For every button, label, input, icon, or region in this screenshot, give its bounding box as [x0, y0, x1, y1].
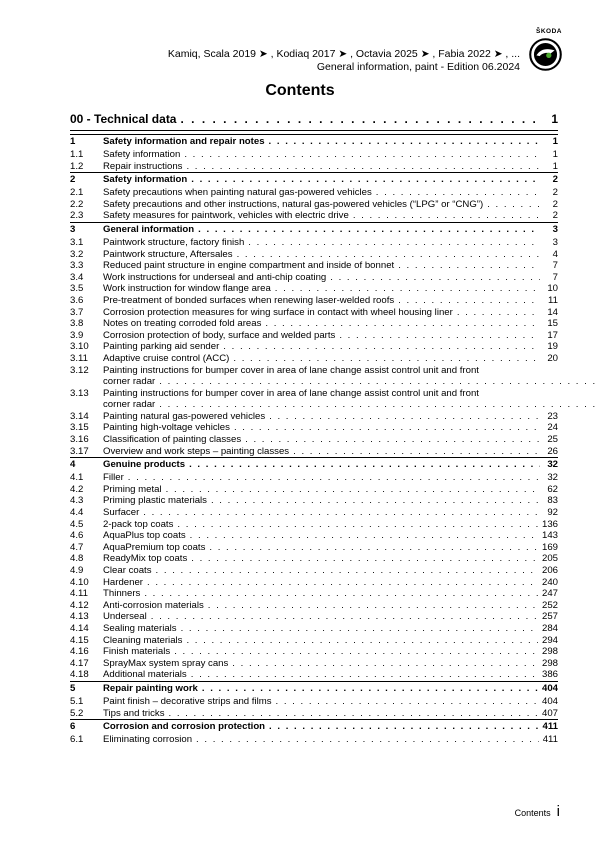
- entry-title: Clear coats: [103, 565, 152, 576]
- entry-title: Pre-treatment of bonded surfaces when renewing laser-welded roofs: [103, 294, 395, 306]
- toc-entry[interactable]: [70, 734, 558, 746]
- entry-number: 1.1: [70, 149, 84, 160]
- toc-entry[interactable]: [70, 553, 558, 565]
- entry-title: Hardener: [103, 576, 143, 588]
- leader-dots: [211, 495, 540, 506]
- leader-dots: [353, 210, 540, 221]
- toc-entry[interactable]: [70, 484, 558, 496]
- entry-number: 2.3: [70, 210, 84, 222]
- toc-entry[interactable]: [70, 307, 558, 319]
- toc-entry[interactable]: [70, 353, 558, 365]
- toc-entry[interactable]: [70, 565, 558, 577]
- entry-page: 169: [541, 541, 558, 553]
- entry-title: Adaptive cruise control (ACC): [103, 352, 230, 364]
- entry-number: 3.10: [70, 341, 89, 353]
- entry-title: AquaPlus top coats: [103, 530, 186, 542]
- entry-number: 3.1: [70, 236, 84, 248]
- leader-dots: [269, 136, 540, 147]
- toc-entry[interactable]: [70, 658, 558, 670]
- entry-title: SprayMax system spray cans: [103, 657, 229, 669]
- toc-entry[interactable]: [70, 260, 558, 272]
- entry-number: 6.1: [70, 734, 84, 746]
- leader-dots: [269, 721, 538, 732]
- toc-entry[interactable]: [70, 588, 558, 600]
- entry-title: Paintwork structure, Aftersales: [103, 248, 233, 260]
- entry-page: 4: [552, 248, 558, 260]
- entry-title: Genuine products: [103, 459, 186, 471]
- entry-page: 2: [552, 198, 558, 210]
- toc-section[interactable]: [70, 134, 558, 149]
- entry-number: 3.9: [70, 329, 84, 341]
- entry-page: 23: [547, 410, 558, 422]
- toc-entry[interactable]: [70, 708, 558, 720]
- leader-dots: [237, 249, 540, 260]
- entry-number: 3.11: [70, 352, 88, 364]
- entry-page: 20: [547, 352, 558, 364]
- entry-title: Work instructions for underseal and anti-chip coating: [103, 271, 327, 283]
- toc-section[interactable]: [70, 457, 558, 472]
- leader-dots: [169, 708, 538, 719]
- toc-entry[interactable]: [70, 519, 558, 531]
- entry-number: 4.11: [70, 588, 88, 600]
- entry-title: Paintwork structure, factory finish: [103, 236, 245, 248]
- toc-entry[interactable]: [70, 635, 558, 647]
- entry-page: 32: [547, 472, 558, 484]
- leader-dots: [198, 224, 540, 235]
- leader-dots: [398, 295, 540, 306]
- leader-dots: [156, 565, 538, 576]
- leader-dots: [177, 519, 538, 530]
- entry-title: Finish materials: [103, 646, 171, 658]
- entry-page: 386: [541, 669, 558, 681]
- entry-page: 7: [552, 260, 558, 272]
- entry-title: General information: [103, 223, 195, 235]
- leader-dots: [190, 530, 538, 541]
- entry-page: 143: [541, 530, 558, 542]
- entry-page: 206: [541, 565, 558, 576]
- entry-number: 4.8: [70, 553, 84, 565]
- leader-dots: [398, 260, 540, 271]
- header-edition: General information, paint - Edition 06.2024: [316, 61, 520, 73]
- entry-number: 4.1: [70, 472, 84, 484]
- leader-dots: [209, 542, 538, 553]
- entry-title: Safety information: [103, 149, 181, 160]
- entry-page: 284: [541, 622, 558, 634]
- entry-page: 136: [541, 518, 558, 530]
- toc-entry[interactable]: [70, 577, 558, 589]
- leader-dots: [269, 411, 540, 422]
- entry-title-line2: corner radar: [103, 399, 156, 411]
- leader-dots: [223, 341, 540, 352]
- entry-number: 3.3: [70, 260, 84, 272]
- leader-dots: [376, 187, 540, 198]
- entry-title: Priming plastic materials: [103, 495, 207, 507]
- entry-page: 2: [552, 187, 558, 199]
- leader-dots: [184, 149, 540, 160]
- entry-number: 2.2: [70, 198, 84, 210]
- entry-number: 3.17: [70, 445, 89, 457]
- toc-entry[interactable]: [70, 187, 558, 199]
- entry-page: 25: [547, 434, 558, 446]
- toc-entry[interactable]: [70, 446, 558, 458]
- brand-wordmark: ŠKODA: [536, 28, 562, 35]
- toc-entry[interactable]: [70, 237, 558, 249]
- entry-page: 17: [547, 329, 558, 341]
- entry-number: 4.3: [70, 495, 84, 507]
- toc-entry[interactable]: [70, 341, 558, 353]
- toc-entry[interactable]: [70, 422, 558, 434]
- entry-page: 1: [552, 160, 558, 172]
- entry-number: 2: [70, 174, 76, 186]
- entry-number: 3.14: [70, 410, 89, 422]
- leader-dots: [191, 669, 538, 680]
- entry-number: 3.6: [70, 294, 84, 306]
- entry-page: 411: [542, 721, 558, 733]
- entry-number: 3.5: [70, 283, 84, 295]
- entry-page: 294: [541, 634, 558, 646]
- entry-title: AquaPremium top coats: [103, 541, 206, 553]
- toc-entry[interactable]: [70, 472, 558, 484]
- entry-page: 7: [552, 271, 558, 283]
- leader-dots: [275, 283, 540, 294]
- entry-number: 5.2: [70, 707, 84, 719]
- chapter-page: 1: [551, 112, 558, 126]
- entry-page: 407: [541, 707, 558, 719]
- toc-entry[interactable]: [70, 542, 558, 554]
- entry-page: 62: [547, 483, 558, 495]
- entry-page: 404: [541, 682, 558, 694]
- toc-entry[interactable]: [70, 318, 558, 330]
- leader-dots: [180, 112, 540, 126]
- entry-number: 4.6: [70, 530, 84, 542]
- entry-page: 404: [541, 695, 558, 707]
- entry-number: 4.10: [70, 576, 89, 588]
- entry-number: 1.2: [70, 160, 84, 172]
- entry-title: Paint finish – decorative strips and films: [103, 695, 272, 707]
- toc-entry[interactable]: [70, 161, 558, 173]
- leader-dots: [151, 611, 538, 622]
- entry-page: 14: [547, 306, 558, 318]
- toc-entry[interactable]: [70, 210, 558, 222]
- leader-dots: [186, 161, 540, 172]
- entry-number: 5.1: [70, 695, 84, 707]
- toc-section[interactable]: [70, 172, 558, 187]
- skoda-logo-icon: [529, 38, 562, 71]
- entry-title: Notes on treating corroded fold areas: [103, 318, 262, 330]
- entry-title: Safety measures for paintwork, vehicles with electric drive: [103, 210, 349, 222]
- entry-page: 1: [552, 149, 558, 160]
- entry-number: 3.4: [70, 271, 84, 283]
- entry-number: 4.16: [70, 646, 89, 658]
- leader-dots: [143, 507, 540, 518]
- entry-number: 2.1: [70, 187, 84, 199]
- entry-number: 4.9: [70, 565, 84, 576]
- entry-title: Eliminating corrosion: [103, 734, 193, 746]
- entry-number: 3.15: [70, 422, 89, 434]
- entry-title: Safety precautions when painting natural gas-powered vehicles: [103, 187, 372, 199]
- toc-entry[interactable]: [70, 149, 558, 161]
- entry-page: 411: [542, 734, 558, 746]
- entry-page: 10: [547, 283, 558, 295]
- leader-dots: [166, 484, 540, 495]
- toc-entry[interactable]: [70, 611, 558, 623]
- footer-label: Contents: [514, 808, 551, 818]
- leader-dots: [265, 318, 540, 329]
- leader-dots: [181, 623, 538, 634]
- entry-title: 2-pack top coats: [103, 518, 174, 530]
- entry-number: 4.2: [70, 483, 84, 495]
- page-header: [0, 0, 600, 80]
- entry-page: 1: [552, 136, 558, 147]
- entry-page: 19: [547, 341, 558, 353]
- entry-title: Classification of painting classes: [103, 434, 242, 446]
- entry-title: Sealing materials: [103, 622, 177, 634]
- toc-entry[interactable]: [70, 249, 558, 261]
- entry-title: Painting parking aid sender: [103, 341, 220, 353]
- entry-number: 4.17: [70, 657, 89, 669]
- toc-entry[interactable]: [70, 365, 558, 388]
- leader-dots: [196, 734, 539, 745]
- leader-dots: [330, 272, 540, 283]
- entry-page: 240: [541, 576, 558, 588]
- entry-page: 247: [541, 588, 558, 600]
- entry-number: 3: [70, 223, 76, 235]
- entry-title: Priming metal: [103, 483, 162, 495]
- leader-dots: [233, 353, 540, 364]
- footer-page-number: i: [556, 803, 560, 820]
- entry-page: 298: [541, 657, 558, 669]
- entry-number: 6: [70, 721, 76, 733]
- header-models: Kamiq, Scala 2019 ➤ , Kodiaq 2017 ➤ , Octavia 2025 ➤ , Fabia 2022 ➤ , ...: [167, 48, 520, 60]
- toc-entry[interactable]: [70, 669, 558, 681]
- entry-page: 15: [547, 318, 558, 330]
- leader-dots: [276, 696, 538, 707]
- entry-page: 205: [541, 553, 558, 565]
- entry-page: 257: [541, 611, 558, 623]
- entry-page: 252: [541, 599, 558, 611]
- leader-dots: [144, 588, 538, 599]
- entry-title: Reduced paint structure in engine compartment and inside of bonnet: [103, 260, 395, 272]
- entry-page: 32: [547, 459, 558, 471]
- toc-entry[interactable]: [70, 295, 558, 307]
- entry-number: 4.14: [70, 622, 89, 634]
- leader-dots: [186, 635, 538, 646]
- leader-dots: [202, 683, 538, 694]
- entry-title: Underseal: [103, 611, 147, 623]
- entry-title: Overview and work steps – painting classes: [103, 445, 290, 457]
- leader-dots: [232, 658, 538, 669]
- entry-title: Safety information: [103, 174, 188, 186]
- toc-section[interactable]: [70, 719, 558, 734]
- page-title: Contents: [265, 82, 335, 99]
- entry-title: Additional materials: [103, 669, 187, 681]
- entry-number: 4.4: [70, 507, 84, 519]
- entry-number: 3.12: [70, 364, 89, 376]
- toc-entry[interactable]: [70, 646, 558, 658]
- leader-dots: [174, 646, 538, 657]
- entry-title: Painting instructions for bumper cover in area of lane change assist control unit and front: [103, 387, 479, 399]
- leader-dots: [159, 376, 600, 387]
- entry-number: 3.2: [70, 248, 84, 260]
- entry-title: Painting instructions for bumper cover in area of lane change assist control unit and front: [103, 364, 479, 376]
- entry-page: 3: [552, 236, 558, 248]
- entry-body: [103, 365, 600, 388]
- toc-entry[interactable]: [70, 272, 558, 284]
- entry-title: Painting natural gas-powered vehicles: [103, 410, 266, 422]
- entry-title: Filler: [103, 472, 124, 484]
- entry-title: Repair painting work: [103, 682, 198, 694]
- entry-body: [103, 388, 600, 411]
- leader-dots: [159, 399, 600, 410]
- toc-entry[interactable]: [70, 696, 558, 708]
- entry-title: Tips and tricks: [103, 707, 165, 719]
- entry-page: 24: [547, 422, 558, 434]
- entry-page: 298: [541, 646, 558, 658]
- toc-entry[interactable]: [70, 199, 558, 211]
- toc-entry[interactable]: [70, 388, 558, 411]
- toc-entry[interactable]: [70, 600, 558, 612]
- toc-entry[interactable]: [70, 283, 558, 295]
- entry-page: 83: [547, 495, 558, 507]
- leader-dots: [128, 472, 540, 483]
- entry-number: 3.8: [70, 318, 84, 330]
- table-of-contents: [70, 112, 558, 746]
- leader-dots: [248, 237, 540, 248]
- toc-entry[interactable]: [70, 507, 558, 519]
- entry-title: Anti-corrosion materials: [103, 599, 204, 611]
- toc-entry[interactable]: [70, 623, 558, 635]
- leader-dots: [208, 600, 538, 611]
- entry-title: Thinners: [103, 588, 141, 600]
- leader-dots: [191, 174, 540, 185]
- header-text: [168, 48, 520, 74]
- entry-title: Safety information and repair notes: [103, 136, 265, 147]
- entry-title: Repair instructions: [103, 160, 183, 172]
- toc-entry[interactable]: [70, 434, 558, 446]
- entry-title-line2: corner radar: [103, 376, 156, 388]
- entry-number: 4.5: [70, 518, 84, 530]
- entry-page: 26: [547, 445, 558, 457]
- toc-section[interactable]: [70, 222, 558, 237]
- entry-title-cont: [103, 376, 600, 388]
- toc-entry[interactable]: [70, 330, 558, 342]
- entry-title: Painting high-voltage vehicles: [103, 422, 230, 434]
- entry-title: Surfacer: [103, 507, 140, 519]
- entry-number: 4.15: [70, 634, 89, 646]
- toc-entry[interactable]: [70, 530, 558, 542]
- entry-page: 3: [552, 223, 558, 235]
- entry-title: Corrosion protection of body, surface and welded parts: [103, 329, 336, 341]
- toc-chapter[interactable]: [70, 112, 558, 131]
- entry-page: 2: [552, 174, 558, 186]
- entry-page: 11: [548, 294, 558, 306]
- entry-title: Safety precautions and other instructions, natural gas-powered vehicles (“LPG” or “CNG”): [103, 198, 484, 210]
- entry-number: 4.12: [70, 599, 89, 611]
- leader-dots: [487, 199, 540, 210]
- leader-dots: [147, 577, 538, 588]
- entry-number: 3.16: [70, 434, 89, 446]
- entry-title-cont: [103, 399, 600, 411]
- entry-title: Corrosion and corrosion protection: [103, 721, 266, 733]
- leader-dots: [293, 446, 540, 457]
- entry-title: ReadyMix top coats: [103, 553, 188, 565]
- entry-title: Corrosion protection measures for wing surface in contact with wheel housing liner: [103, 306, 453, 318]
- toc-section[interactable]: [70, 681, 558, 696]
- entry-number: 4.7: [70, 541, 84, 553]
- entry-page: 2: [552, 210, 558, 222]
- entry-page: 92: [547, 507, 558, 519]
- entry-number: 1: [70, 136, 76, 147]
- leader-dots: [245, 434, 540, 445]
- page-footer: [515, 803, 560, 820]
- entry-number: 4.18: [70, 669, 89, 681]
- entry-number: 3.13: [70, 387, 89, 399]
- entry-number: 4: [70, 459, 76, 471]
- entry-title: Work instruction for window flange area: [103, 283, 271, 295]
- toc-entry[interactable]: [70, 495, 558, 507]
- leader-dots: [339, 330, 540, 341]
- leader-dots: [457, 307, 540, 318]
- chapter-label: 00 - Technical data: [70, 112, 177, 126]
- entry-number: 5: [70, 682, 76, 694]
- entry-number: 3.7: [70, 306, 84, 318]
- entry-title: Cleaning materials: [103, 634, 183, 646]
- entry-number: 4.13: [70, 611, 89, 623]
- leader-dots: [189, 459, 540, 470]
- leader-dots: [234, 422, 540, 433]
- leader-dots: [191, 553, 538, 564]
- toc-entry[interactable]: [70, 411, 558, 423]
